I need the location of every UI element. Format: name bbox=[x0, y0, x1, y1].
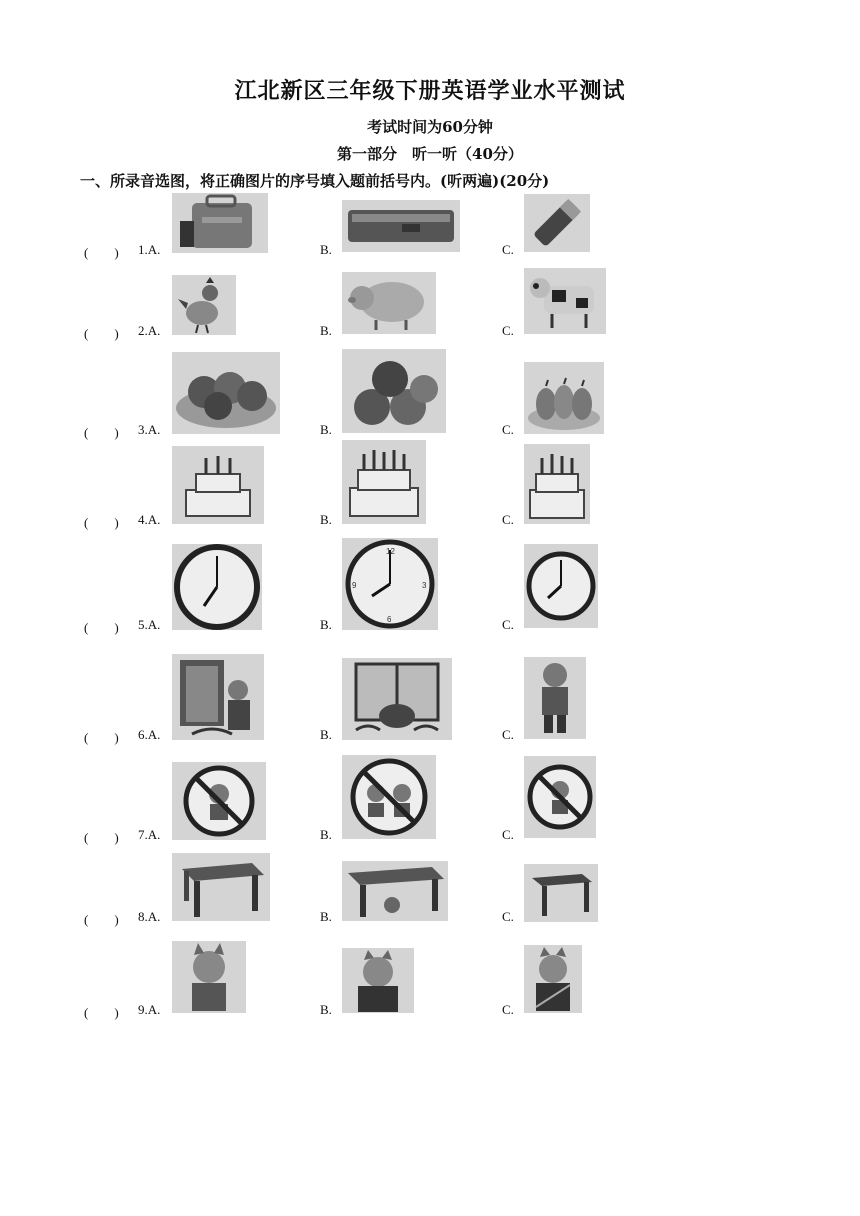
question-number: 3.A. bbox=[138, 422, 161, 437]
prohibition-sign-icon bbox=[524, 756, 596, 838]
option-b-picture[interactable] bbox=[342, 538, 438, 630]
option-a-picture[interactable] bbox=[172, 853, 270, 921]
answer-blank[interactable]: ( ) bbox=[84, 425, 119, 440]
option-c-picture[interactable] bbox=[524, 544, 598, 628]
option-c-label: C. bbox=[502, 422, 514, 437]
door-icon bbox=[172, 654, 264, 740]
page-title: 江北新区三年级下册英语学业水平测试 bbox=[234, 78, 626, 104]
option-b-label: B. bbox=[320, 242, 332, 257]
option-a-picture[interactable] bbox=[172, 193, 268, 253]
cow-icon bbox=[524, 268, 606, 334]
question-number: 4.A. bbox=[138, 512, 161, 527]
question-number: 6.A. bbox=[138, 727, 161, 742]
option-b-picture[interactable] bbox=[342, 948, 414, 1013]
cat-icon bbox=[172, 941, 246, 1013]
answer-blank[interactable]: ( ) bbox=[84, 1005, 119, 1020]
option-b-picture[interactable] bbox=[342, 272, 436, 334]
question-number: 5.A. bbox=[138, 617, 161, 632]
section-instruction: 一、所录音选图，将正确图片的序号填入题前括号内。(听两遍)(20分) bbox=[80, 172, 550, 190]
option-c-label: C. bbox=[502, 512, 514, 527]
option-b-picture[interactable] bbox=[342, 440, 426, 524]
svg-text:9: 9 bbox=[352, 581, 357, 590]
option-b-label: B. bbox=[320, 617, 332, 632]
option-c-picture[interactable] bbox=[524, 194, 590, 252]
svg-text:12: 12 bbox=[386, 547, 395, 556]
window-icon bbox=[342, 658, 452, 740]
question-number: 2.A. bbox=[138, 323, 161, 338]
clock-icon bbox=[172, 544, 262, 630]
option-a-picture[interactable] bbox=[172, 941, 246, 1013]
pile-of-fruit-icon bbox=[342, 349, 446, 433]
rooster-icon bbox=[172, 275, 236, 335]
option-a-picture[interactable] bbox=[172, 352, 280, 434]
option-b-label: B. bbox=[320, 323, 332, 338]
clock-icon bbox=[524, 544, 598, 628]
option-c-label: C. bbox=[502, 827, 514, 842]
option-b-label: B. bbox=[320, 727, 332, 742]
option-b-label: B. bbox=[320, 827, 332, 842]
boy-icon bbox=[524, 657, 586, 739]
table-icon bbox=[342, 861, 448, 921]
desk-icon bbox=[524, 864, 598, 922]
option-b-picture[interactable] bbox=[342, 200, 460, 252]
option-a-picture[interactable] bbox=[172, 762, 266, 840]
answer-blank[interactable]: ( ) bbox=[84, 515, 119, 530]
option-b-label: B. bbox=[320, 422, 332, 437]
option-b-picture[interactable] bbox=[342, 658, 452, 740]
option-a-picture[interactable] bbox=[172, 544, 262, 630]
plate-of-fruit-icon bbox=[172, 352, 280, 434]
option-c-label: C. bbox=[502, 617, 514, 632]
option-b-label: B. bbox=[320, 1002, 332, 1017]
option-c-label: C. bbox=[502, 242, 514, 257]
option-c-label: C. bbox=[502, 909, 514, 924]
glue-stick-icon bbox=[524, 194, 590, 252]
exam-time-note: 考试时间为60分钟 bbox=[367, 118, 493, 136]
answer-blank[interactable]: ( ) bbox=[84, 245, 119, 260]
answer-blank[interactable]: ( ) bbox=[84, 912, 119, 927]
question-number: 1.A. bbox=[138, 242, 161, 257]
cake-icon bbox=[524, 444, 590, 524]
option-b-picture[interactable] bbox=[342, 861, 448, 921]
cake-icon bbox=[172, 446, 264, 524]
option-a-picture[interactable] bbox=[172, 446, 264, 524]
option-c-picture[interactable] bbox=[524, 864, 598, 922]
pears-icon bbox=[524, 362, 604, 434]
answer-blank[interactable]: ( ) bbox=[84, 830, 119, 845]
option-b-label: B. bbox=[320, 512, 332, 527]
pig-icon bbox=[342, 272, 436, 334]
option-c-picture[interactable] bbox=[524, 268, 606, 334]
question-number: 9.A. bbox=[138, 1002, 161, 1017]
prohibition-sign-icon bbox=[342, 755, 436, 839]
option-a-picture[interactable] bbox=[172, 654, 264, 740]
prohibition-sign-icon bbox=[172, 762, 266, 840]
cake-icon bbox=[342, 440, 426, 524]
svg-text:3: 3 bbox=[422, 581, 427, 590]
answer-blank[interactable]: ( ) bbox=[84, 326, 119, 341]
clock-icon bbox=[342, 538, 438, 630]
option-b-picture[interactable] bbox=[342, 349, 446, 433]
option-c-label: C. bbox=[502, 1002, 514, 1017]
option-b-picture[interactable] bbox=[342, 755, 436, 839]
option-c-picture[interactable] bbox=[524, 945, 582, 1013]
option-c-label: C. bbox=[502, 727, 514, 742]
cat-icon bbox=[524, 945, 582, 1013]
cat-icon bbox=[342, 948, 414, 1013]
option-c-label: C. bbox=[502, 323, 514, 338]
option-c-picture[interactable] bbox=[524, 657, 586, 739]
option-a-picture[interactable] bbox=[172, 275, 236, 335]
part-heading: 第一部分 听一听（40分） bbox=[337, 145, 523, 163]
option-c-picture[interactable] bbox=[524, 362, 604, 434]
option-b-label: B. bbox=[320, 909, 332, 924]
answer-blank[interactable]: ( ) bbox=[84, 620, 119, 635]
option-c-picture[interactable] bbox=[524, 756, 596, 838]
schoolbag-icon bbox=[172, 193, 268, 253]
pencil-box-icon bbox=[342, 200, 460, 252]
question-number: 8.A. bbox=[138, 909, 161, 924]
table-icon bbox=[172, 853, 270, 921]
svg-text:6: 6 bbox=[387, 615, 392, 624]
option-c-picture[interactable] bbox=[524, 444, 590, 524]
question-number: 7.A. bbox=[138, 827, 161, 842]
answer-blank[interactable]: ( ) bbox=[84, 730, 119, 745]
